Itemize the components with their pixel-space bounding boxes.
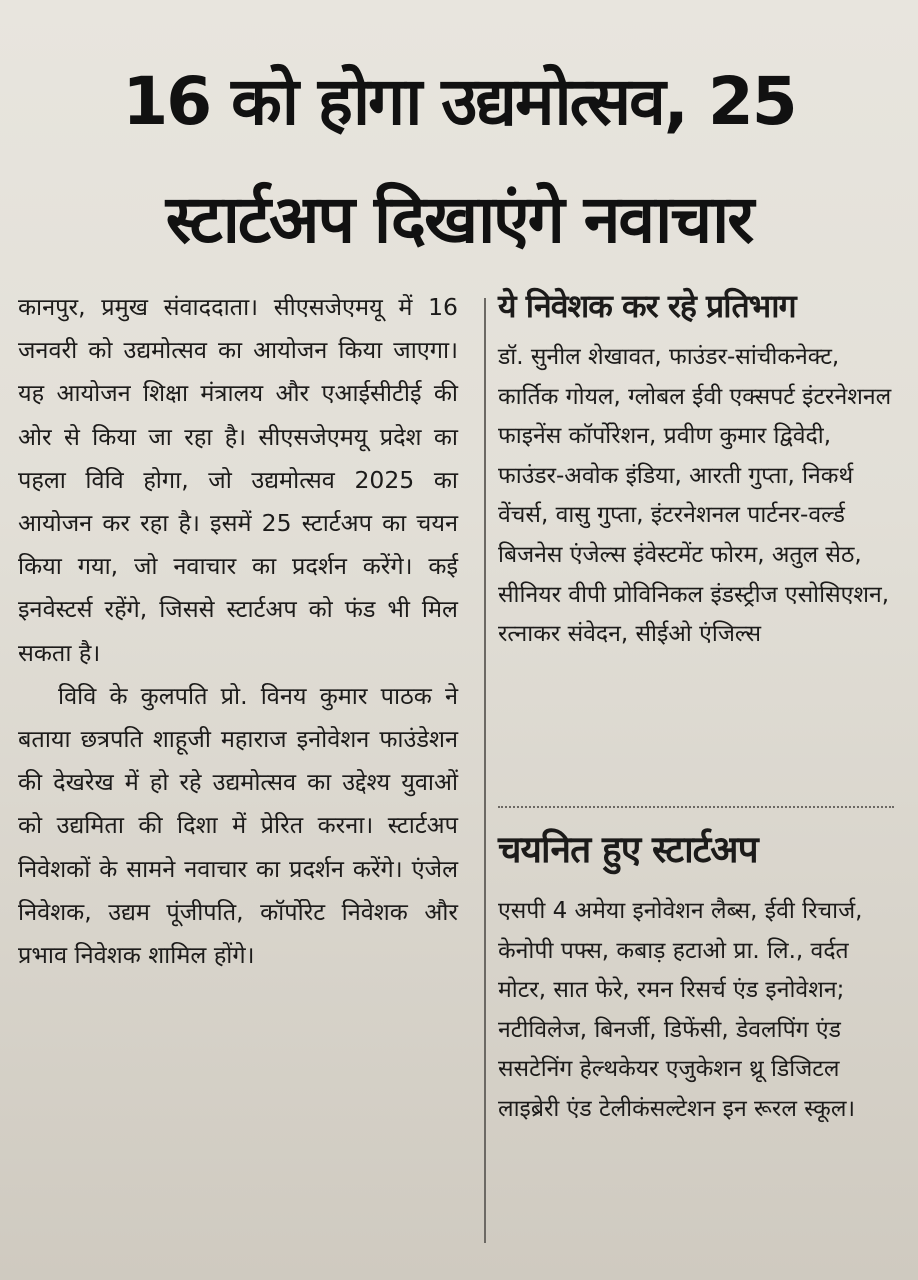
headline	[0, 43, 918, 279]
investors-box	[498, 282, 894, 655]
headline-line-2: स्टार्टअप दिखाएंगे नवाचार	[165, 181, 753, 259]
investors-list: डॉ. सुनील शेखावत, फाउंडर-सांचीकनेक्ट, कार्तिक गोयल, ग्लोबल ईवी एक्सपर्ट इंटरनेशनल फाइनेंस कॉर्पोरेशन, प्रवीण कुमार द्विवेदी, फाउंडर-अवोक इंडिया, आरती गुप्ता, निकर्थ वेंचर्स, वासु गुप्ता, इंटरनेशनल पार्टनर-वर्ल्ड बिजनेस एंजेल्स इंवेस्टमेंट फोरम, अतुल सेठ, सीनियर वीपी प्रोविनिकल इंडस्ट्रीज एसोसिएशन, रत्नाकर संवेदन, सीईओ एंजिल्स	[498, 344, 892, 648]
article-paragraph-2: विवि के कुलपति प्रो. विनय कुमार पाठक ने बताया छत्रपति शाहूजी महाराज इनोवेशन फाउंडेशन की देखरेख में हो रहे उद्यमोत्सव का उद्देश्य युवाओं को उद्यमिता की दिशा में प्रेरित करना। स्टार्टअप निवेशकों के सामने नवाचार का प्रदर्शन करेंगे। एंजेल निवेशक, उद्यम पूंजीपति, कॉर्पोरेट निवेशक और प्रभाव निवेशक शामिल होंगे।	[18, 681, 458, 970]
article-paragraph-1: कानपुर, प्रमुख संवाददाता। सीएसजेएमयू में 16 जनवरी को उद्यमोत्सव का आयोजन किया जाएगा। यह आयोजन शिक्षा मंत्रालय और एआईसीटीई की ओर से किया जा रहा है। सीएसजेएमयू प्रदेश का पहला विवि होगा, जो उद्यमोत्सव 2025 का आयोजन कर रहा है। इसमें 25 स्टार्टअप का चयन किया गया, जो नवाचार का प्रदर्शन करेंगे। कई इनवेस्टर्स रहेंगे, जिससे स्टार्टअप को फंड भी मिल सकता है।	[18, 293, 458, 667]
headline-line-1: 16 को होगा उद्यमोत्सव, 25	[122, 63, 796, 141]
article-body	[18, 286, 458, 977]
investors-heading: ये निवेशक कर रहे प्रतिभाग	[498, 287, 796, 325]
startups-box	[498, 822, 894, 1130]
startups-heading: चयनित हुए स्टार्टअप	[498, 828, 758, 871]
box-divider	[498, 806, 894, 808]
column-divider	[484, 298, 486, 1243]
startups-list: एसपी 4 अमेया इनोवेशन लैब्स, ईवी रिचार्ज, केनोपी पफ्स, कबाड़ हटाओ प्रा. लि., वर्दत मोटर, सात फेरे, रमन रिसर्च एंड इनोवेशन; नटीविलेज, बिनर्जी, डिफेंसी, डेवलपिंग एंड ससटेनिंग हेल्थकेयर एजुकेशन थ्रू डिजिटल लाइब्रेरी एंड टेलीकंसल्टेशन इन रूरल स्कूल।	[498, 898, 863, 1122]
